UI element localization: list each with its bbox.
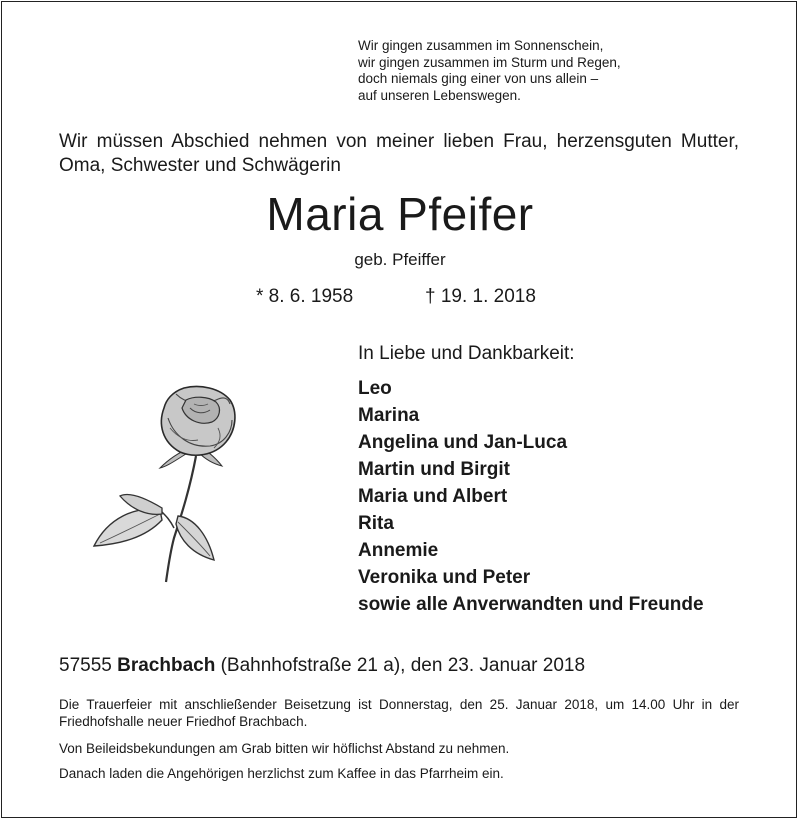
family-member: Rita [358, 513, 394, 534]
condolence-note: Von Beileidsbekundungen am Grab bitten wir höflichst Abstand zu nehmen. [59, 741, 510, 756]
postcode: 57555 [59, 655, 112, 676]
family-member: Martin und Birgit [358, 459, 510, 480]
intro-text: Wir müssen Abschied nehmen von meiner lieben Frau, herzensguten Mutter, Oma, Schwester und Schwägerin [59, 131, 739, 176]
family-member: Annemie [358, 540, 439, 561]
address-date: (Bahnhofstraße 21 a), den 23. Januar 2018 [220, 655, 586, 676]
family-member: sowie alle Anverwandten und Freunde [358, 594, 704, 615]
thanks-heading: In Liebe und Dankbarkeit: [358, 343, 575, 364]
birth-name: geb. Pfeiffer [354, 250, 446, 269]
town-name: Brachbach [117, 655, 216, 676]
family-member: Maria und Albert [358, 486, 508, 507]
family-list [358, 375, 704, 618]
coffee-invitation: Danach laden die Angehörigen herzlichst zum Kaffee in das Pfarrheim ein. [59, 766, 504, 781]
poem-line: Wir gingen zusammen im Sonnenschein, [358, 38, 604, 53]
birth-date: * 8. 6. 1958 [256, 286, 354, 307]
poem-line: doch niemals ging einer von uns allein – [358, 71, 599, 86]
location-date-line [59, 655, 585, 677]
poem-line: auf unseren Lebenswegen. [358, 87, 521, 103]
deceased-name: Maria Pfeifer [266, 188, 534, 240]
poem [358, 38, 621, 104]
funeral-info: Die Trauerfeier mit anschließender Beisetzung ist Donnerstag, den 25. Januar 2018, um 14.00 Uhr in der Friedhofshalle neuer Friedhof Brachbach. [59, 697, 739, 729]
death-date: † 19. 1. 2018 [425, 286, 536, 307]
family-member: Leo [358, 378, 392, 399]
rose-icon [90, 378, 270, 588]
family-member: Angelina und Jan-Luca [358, 432, 568, 453]
family-member: Veronika und Peter [358, 567, 531, 588]
poem-line: wir gingen zusammen im Sturm und Regen, [358, 54, 621, 70]
family-member: Marina [358, 405, 420, 426]
